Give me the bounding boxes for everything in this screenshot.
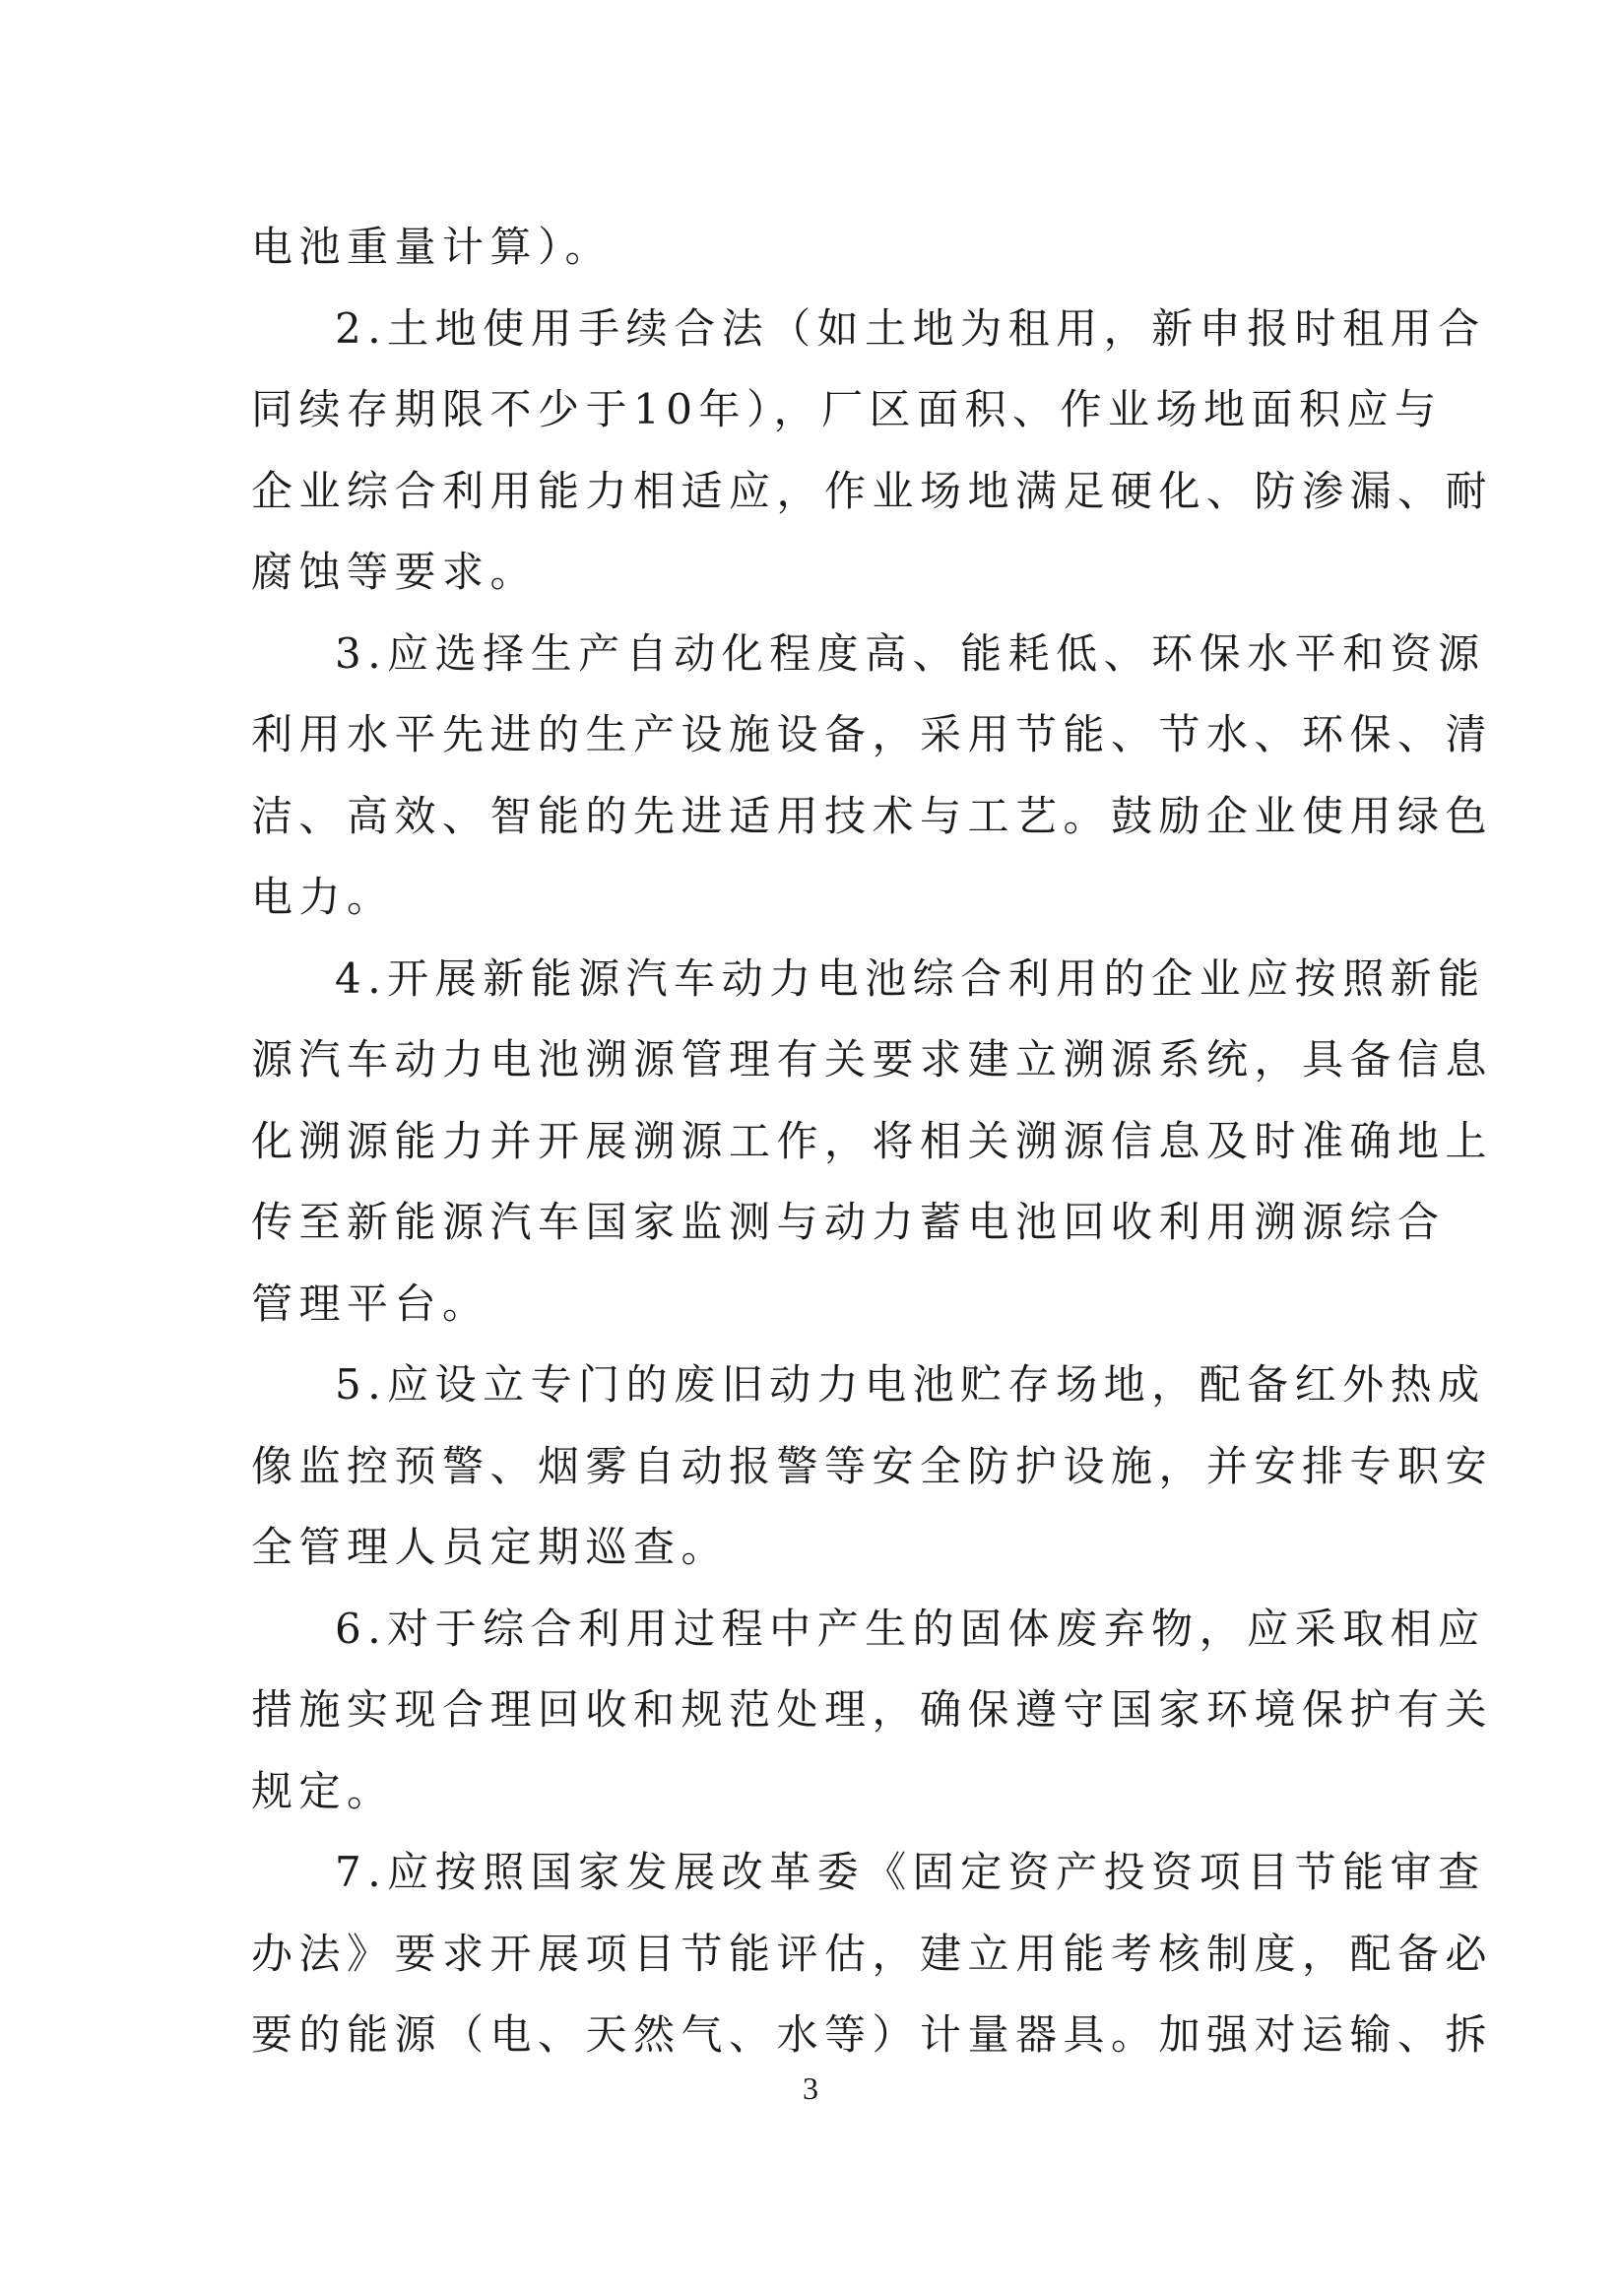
text-line: 2.土地使用手续合法（如土地为租用，新申报时租用合 [335, 303, 1486, 353]
text-line: 措施实现合理回收和规范处理，确保遵守国家环境保护有关 [251, 1685, 1494, 1734]
text-line: 企业综合利用能力相适应，作业场地满足硬化、防渗漏、耐 [251, 466, 1494, 515]
text-line: 利用水平先进的生产设施设备，采用节能、节水、环保、清 [251, 710, 1494, 758]
text-line: 像监控预警、烟雾自动报警等安全防护设施，并安排专职安 [251, 1441, 1494, 1490]
text-line: 7.应按照国家发展改革委《固定资产投资项目节能审查 [335, 1848, 1486, 1896]
body-text [251, 207, 1494, 2076]
text-line: 传至新能源汽车国家监测与动力蓄电池回收利用溯源综合 [251, 1198, 1446, 1246]
text-line: 化溯源能力并开展溯源工作，将相关溯源信息及时准确地上 [251, 1116, 1494, 1165]
text-line: 6.对于综合利用过程中产生的固体废弃物，应采取相应 [335, 1604, 1486, 1653]
text-line: 腐蚀等要求。 [251, 548, 539, 596]
text-line: 源汽车动力电池溯源管理有关要求建立溯源系统，具备信息 [251, 1035, 1494, 1083]
page-number: 3 [803, 2070, 818, 2106]
text-line: 电池重量计算）。 [251, 223, 614, 271]
text-line: 管理平台。 [251, 1279, 490, 1328]
text-line: 4.开展新能源汽车动力电池综合利用的企业应按照新能 [335, 953, 1486, 1003]
text-line: 全管理人员定期巡查。 [251, 1523, 730, 1571]
text-line: 洁、高效、智能的先进适用技术与工艺。鼓励企业使用绿色 [251, 791, 1494, 840]
text-line: 电力。 [251, 873, 395, 921]
text-line: 要的能源（电、天然气、水等）计量器具。加强对运输、拆 [251, 2010, 1494, 2059]
text-line: 规定。 [251, 1766, 395, 1815]
text-line: 3.应选择生产自动化程度高、能耗低、环保水平和资源 [335, 628, 1486, 678]
text-line: 同续存期限不少于10年），厂区面积、作业场地面积应与 [251, 385, 1443, 433]
text-line: 5.应设立专门的废旧动力电池贮存场地，配备红外热成 [335, 1360, 1486, 1409]
text-line: 办法》要求开展项目节能评估，建立用能考核制度，配备必 [251, 1929, 1494, 1978]
